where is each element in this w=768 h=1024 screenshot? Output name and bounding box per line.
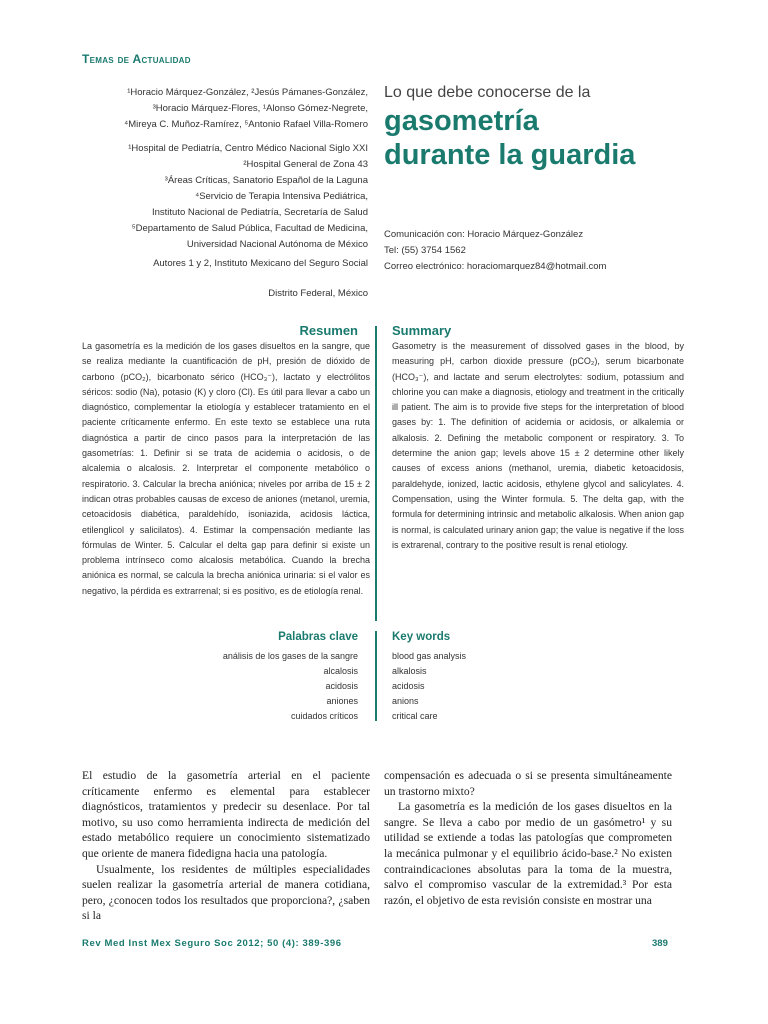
keyword-en: acidosis xyxy=(392,681,425,691)
keywords-es-list xyxy=(223,649,358,724)
body-paragraph: La gasometría es la medición de los gases disueltos en la sangre. Se lleva a cabo por medio de un gasómetro¹ y su utilidad se extiende a todas las patologías que comprometen la mecánica pulmonar y el equilibrio ácido-base.² No existen contraindicaciones absolutas para la toma de la muestra, salvo el compromiso vascular de la extremidad.³ Por esta razón, el objetivo de esta revisión consiste en mostrar una xyxy=(384,800,672,907)
keyword-en: alkalosis xyxy=(392,666,427,676)
keyword-es: alcalosis xyxy=(323,666,358,676)
contact-name: Comunicación con: Horacio Márquez-González xyxy=(384,229,584,240)
keyword-en: anions xyxy=(392,696,419,706)
contact-phone: Tel: (55) 3754 1562 xyxy=(384,245,466,256)
keywords-es-heading: Palabras clave xyxy=(278,631,358,643)
author-list xyxy=(68,85,368,133)
contact-block xyxy=(384,227,606,275)
affiliation-note: Autores 1 y 2, Instituto Mexicano del Seguro Social xyxy=(153,258,368,269)
body-column-right xyxy=(384,768,672,908)
affiliation-city: Distrito Federal, México xyxy=(268,288,368,299)
keyword-divider xyxy=(375,631,377,721)
keyword-es: aniones xyxy=(326,696,358,706)
affiliation-line: ⁴Servicio de Terapia Intensiva Pediátrica, xyxy=(195,191,368,202)
affiliation-list xyxy=(68,141,368,253)
resumen-text: La gasometría es la medición de los gases disueltos en la sangre, que se realiza mediante la cuantificación de pH, presión de dióxido de carbono (pCO₂), bicarbonato sérico (HCO₃⁻), lactato y electrólitos séricos: sodio (Na), potasio (K) y cloro (Cl). Es útil para llevar a cabo un diagnóstico, complementar la etiología y establecer tratamiento en el paciente críticamente enfermo. En este texto se establece una ruta diagnóstica a partir de cinco pasos para la interpretación de las gasometrías: 1. Definir si se trata de acidemia o acidosis, o de alcalemia o alcalosis. 2. Interpretar el componente metabólico o respiratorio. 3. Calcular la brecha aniónica; niveles por arriba de 15 ± 2 indican otras probables causas de exceso de aniones (metanol, uremia, cetoacidosis diabética, paraldehído, isoniazida, acidosis láctica, etilenglicol y salicilatos). 4. Estimar la compensación mediante las fórmulas de Winter. 5. Calcular el delta gap para definir si existe un problema intrínseco como alcalosis metabólica. Cuando la brecha aniónica es normal, se calcula la brecha aniónica urinaria: si el valor es negativo, la pérdida es extrarrenal; si es positivo, es de etiología renal. xyxy=(82,341,370,596)
keyword-en: blood gas analysis xyxy=(392,651,467,661)
body-paragraph: El estudio de la gasometría arterial en el paciente críticamente enfermo es elemental para establecer diagnósticos, tratamientos y predecir su desenlace. Por tal motivo, su uso como herramienta indirecta de medición del estado metabólico requiere un conocimiento sistematizado que oriente de manera fidedigna hacia una patología. xyxy=(82,769,370,860)
article-title xyxy=(384,104,635,172)
keywords-en-heading: Key words xyxy=(392,631,451,643)
keywords-en-list xyxy=(392,649,466,724)
summary-text: Gasometry is the measurement of dissolved gases in the blood, by measuring pH, carbon dioxide pressure (pCO₂), serum bicarbonate (HCO₃⁻), and lactate and serum electrolytes: sodium, potassium and chlorine you can make a diagnosis, etiology and treatment in the critically ill patient. The aim is to provide five steps for the interpretation of blood gases by: 1. The definition of acidemia or acidosis, or alkalemia or alkalosis. 2. Defining the metabolic component or respiratory. 3. To determine the anion gap; levels above 15 ± 2 determine other likely causes of excess anions (methanol, uremia, diabetic ketoacidosis, paraldehyde, ionized, lactic acidosis, ethylene glycol and salicylates. 4. Compensation, using the Winter formula. 5. The delta gap, with the formula for determining intrinsic and metabolic alkalosis. When anion gap is normal, is calculated urinary anion gap; the value is negative if the loss is extrarenal, contrary to the positive result is renal etiology. xyxy=(392,341,684,550)
title-line-2: durante la guardia xyxy=(384,139,636,171)
section-label: Temas de Actualidad xyxy=(82,52,191,66)
author-line: ¹Horacio Márquez-González, ²Jesús Pámanes-González, xyxy=(127,87,368,98)
summary-heading: Summary xyxy=(392,323,452,338)
column-divider xyxy=(375,326,377,621)
title-pre: Lo que debe conocerse de la xyxy=(384,84,591,101)
affiliation-line: Instituto Nacional de Pediatría, Secretaría de Salud xyxy=(152,207,368,218)
affiliation-line: ⁵Departamento de Salud Pública, Facultad de Medicina, xyxy=(131,223,368,234)
keyword-en: critical care xyxy=(392,711,438,721)
title-line-1: gasometría xyxy=(384,105,539,137)
keyword-es: acidosis xyxy=(325,681,358,691)
affiliation-line: ³Áreas Críticas, Sanatorio Español de la Laguna xyxy=(164,175,368,186)
body-paragraph: Usualmente, los residentes de múltiples especialidades suelen realizar la gasometría arterial de manera cotidiana, pero, ¿conocen todos los resultados que proporciona?, ¿saben si la xyxy=(82,862,370,923)
body-paragraph: compensación es adecuada o si se presenta simultáneamente un trastorno mixto? xyxy=(384,769,672,798)
body-column-left xyxy=(82,768,370,924)
resumen-heading: Resumen xyxy=(299,323,358,338)
page-number: 389 xyxy=(652,938,668,949)
keyword-es: cuidados críticos xyxy=(290,711,358,721)
affiliation-line: ²Hospital General de Zona 43 xyxy=(243,159,368,170)
author-line: ³Horacio Márquez-Flores, ¹Alonso Gómez-Negrete, xyxy=(152,103,368,114)
keyword-es: análisis de los gases de la sangre xyxy=(222,651,358,661)
footer-citation: Rev Med Inst Mex Seguro Soc 2012; 50 (4): 389-396 xyxy=(82,938,342,949)
affiliation-line: ¹Hospital de Pediatría, Centro Médico Nacional Siglo XXI xyxy=(128,143,368,154)
author-line: ⁴Mireya C. Muñoz-Ramírez, ⁵Antonio Rafael Villa-Romero xyxy=(124,119,368,130)
affiliation-line: Universidad Nacional Autónoma de México xyxy=(186,239,368,250)
contact-email: Correo electrónico: horaciomarquez84@hotmail.com xyxy=(384,261,607,272)
